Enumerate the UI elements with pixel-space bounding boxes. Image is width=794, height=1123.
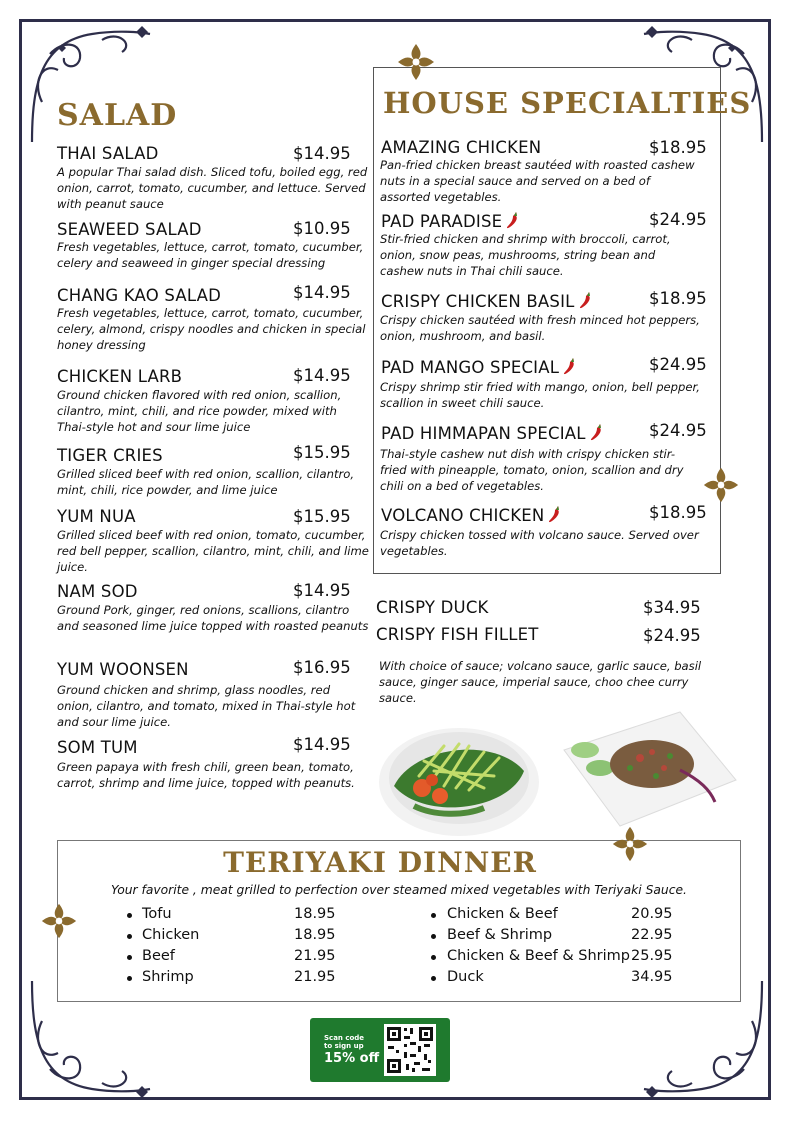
salad-item-desc: Ground Pork, ginger, red onions, scallions, cilantro and seasoned lime juice topped with roasted peanuts xyxy=(57,603,369,633)
teriyaki-item-price: 20.95 xyxy=(631,906,673,922)
house-item-name-text: PAD MANGO SPECIAL xyxy=(381,358,560,377)
frame-diamond-icon xyxy=(646,1086,658,1098)
badge-line2: to sign up xyxy=(324,1042,364,1050)
salad-item-price: $14.95 xyxy=(293,581,351,600)
salad-item-name: NAM SOD xyxy=(57,582,138,601)
salad-item-name: CHANG KAO SALAD xyxy=(57,286,221,305)
house-item-name xyxy=(381,505,562,525)
house-item-price: $24.95 xyxy=(649,421,707,440)
salad-item-desc: Ground chicken and shrimp, glass noodles, red onion, cilantro, and tomato, mixed in Thai-style hot and sour lime juice. xyxy=(57,683,356,729)
list-bullet xyxy=(127,955,132,960)
teriyaki-item-price: 22.95 xyxy=(631,927,673,943)
teriyaki-subtitle: Your favorite , meat grilled to perfection over steamed mixed vegetables with Teriyaki Sauce. xyxy=(111,883,687,897)
signup-qr-badge[interactable] xyxy=(310,1018,450,1082)
house-item-name xyxy=(381,211,520,231)
salad-item-price: $14.95 xyxy=(293,144,351,163)
chili-pepper-icon xyxy=(588,423,604,441)
teriyaki-item-name: Chicken xyxy=(142,927,200,943)
salad-item-price: $14.95 xyxy=(293,366,351,385)
teriyaki-item-price: 18.95 xyxy=(294,927,336,943)
list-bullet xyxy=(127,976,132,981)
salad-item-price: $16.95 xyxy=(293,658,351,677)
teriyaki-item-name: Beef xyxy=(142,948,175,964)
frame-diamond-icon xyxy=(646,26,658,38)
teriyaki-item-name: Beef & Shrimp xyxy=(447,927,553,943)
salad-item-desc: Grilled sliced beef with red onion, scallion, cilantro, mint, chili, rice powder, and lime juice xyxy=(57,467,355,497)
qr-code-icon xyxy=(384,1024,436,1076)
salad-item-name: SOM TUM xyxy=(57,738,138,757)
house-specialties-title: HOUSE SPECIALTIES xyxy=(383,86,752,120)
house-item-name xyxy=(381,423,604,443)
salad-item-price: $15.95 xyxy=(293,443,351,462)
house-item-name-text: CRISPY CHICKEN BASIL xyxy=(381,292,575,311)
house-item-price: $24.95 xyxy=(649,355,707,374)
house-item-name-text: PAD PARADISE xyxy=(381,212,503,231)
salad-item-price: $14.95 xyxy=(293,735,351,754)
list-bullet xyxy=(431,955,436,960)
house-item-desc: Pan-fried chicken breast sautéed with roasted cashew nuts in a special sauce and served on a bed of assorted vegetables. xyxy=(380,158,695,204)
house-item-name xyxy=(381,291,593,311)
house-item-desc: Crispy chicken tossed with volcano sauce. Served over vegetables. xyxy=(380,528,699,558)
teriyaki-item-name: Chicken & Beef xyxy=(447,906,558,922)
house-item-desc: Crispy shrimp stir fried with mango, onion, bell pepper, scallion in sweet chili sauce. xyxy=(380,380,700,410)
salad-title: SALAD xyxy=(57,98,178,133)
teriyaki-item-price: 21.95 xyxy=(294,969,336,985)
papaya-salad-photo xyxy=(374,716,544,840)
list-bullet xyxy=(431,976,436,981)
house-item-name xyxy=(381,357,577,377)
teriyaki-item-name: Tofu xyxy=(142,906,172,922)
house-item-desc: Stir-fried chicken and shrimp with broccoli, carrot, onion, snow peas, mushrooms, string bean and cashew nuts in Thai chili sauce. xyxy=(380,232,671,278)
frame-diamond-icon xyxy=(136,1086,148,1098)
lotus-ornament-icon xyxy=(40,902,78,940)
list-bullet xyxy=(127,913,132,918)
salad-item-name: YUM WOONSEN xyxy=(57,660,189,679)
extra-item-price: $34.95 xyxy=(643,598,701,617)
chili-pepper-icon xyxy=(546,505,562,523)
house-item-desc: Crispy chicken sautéed with fresh minced hot peppers, onion, mushroom, and basil. xyxy=(380,313,700,343)
salad-item-desc: Fresh vegetables, lettuce, carrot, tomato, cucumber, celery and seaweed in ginger special dressing xyxy=(57,240,364,270)
salad-item-name: TIGER CRIES xyxy=(57,446,163,465)
chili-pepper-icon xyxy=(504,211,520,229)
salad-item-desc: A popular Thai salad dish. Sliced tofu, boiled egg, red onion, carrot, tomato, cucumber, and lettuce. Served with peanut sauce xyxy=(57,165,368,211)
teriyaki-item-name: Duck xyxy=(447,969,484,985)
house-item-desc: Thai-style cashew nut dish with crispy chicken stir-fried with pineapple, tomato, onion, scallion and dry chili on a bed of vegetables. xyxy=(380,447,684,493)
extra-item-name: CRISPY DUCK xyxy=(376,598,489,617)
salad-item-desc: Fresh vegetables, lettuce, carrot, tomato, cucumber, celery, almond, crispy noodles and chicken in special honey dressing xyxy=(57,306,366,352)
badge-line1: Scan code xyxy=(324,1034,365,1042)
salad-item-desc: Ground chicken flavored with red onion, scallion, cilantro, mint, chili, and rice powder, mixed with Thai-style hot and sour lime juice xyxy=(57,388,342,434)
larb-salad-photo xyxy=(560,710,740,828)
frame-diamond-icon xyxy=(136,26,148,38)
extra-item-price: $24.95 xyxy=(643,626,701,645)
teriyaki-item-name: Shrimp xyxy=(142,969,194,985)
chili-pepper-icon xyxy=(561,357,577,375)
teriyaki-item-price: 18.95 xyxy=(294,906,336,922)
list-bullet xyxy=(127,934,132,939)
house-item-price: $18.95 xyxy=(649,289,707,308)
salad-item-desc: Green papaya with fresh chili, green bean, tomato, carrot, shrimp and lime juice, topped with peanuts. xyxy=(57,760,355,790)
teriyaki-item-name: Chicken & Beef & Shrimp xyxy=(447,948,630,964)
extra-item-name: CRISPY FISH FILLET xyxy=(376,625,539,644)
chili-pepper-icon xyxy=(577,291,593,309)
teriyaki-item-price: 21.95 xyxy=(294,948,336,964)
house-item-name-text: PAD HIMMAPAN SPECIAL xyxy=(381,424,586,443)
salad-item-price: $10.95 xyxy=(293,219,351,238)
list-bullet xyxy=(431,913,436,918)
salad-item-desc: Grilled sliced beef with red onion, tomato, cucumber, red bell pepper, scallion, cilantro, mint, chili, and lime juice. xyxy=(57,528,369,574)
salad-item-price: $15.95 xyxy=(293,507,351,526)
house-item-name: AMAZING CHICKEN xyxy=(381,138,542,157)
teriyaki-item-price: 25.95 xyxy=(631,948,673,964)
lotus-ornament-icon xyxy=(396,42,436,82)
house-item-price: $18.95 xyxy=(649,138,707,157)
salad-item-name: THAI SALAD xyxy=(57,144,159,163)
teriyaki-item-price: 34.95 xyxy=(631,969,673,985)
lotus-ornament-icon xyxy=(702,466,740,504)
salad-item-name: SEAWEED SALAD xyxy=(57,220,202,239)
salad-item-price: $14.95 xyxy=(293,283,351,302)
house-item-price: $18.95 xyxy=(649,503,707,522)
teriyaki-title: TERIYAKI DINNER xyxy=(223,846,537,879)
salad-item-name: YUM NUA xyxy=(57,507,136,526)
badge-offer: 15% off xyxy=(324,1051,380,1066)
house-item-price: $24.95 xyxy=(649,210,707,229)
salad-item-name: CHICKEN LARB xyxy=(57,367,183,386)
sauce-note: With choice of sauce; volcano sauce, garlic sauce, basil sauce, ginger sauce, imperial sauce, choo chee curry sauce. xyxy=(379,659,702,705)
house-item-name-text: VOLCANO CHICKEN xyxy=(381,506,545,525)
list-bullet xyxy=(431,934,436,939)
